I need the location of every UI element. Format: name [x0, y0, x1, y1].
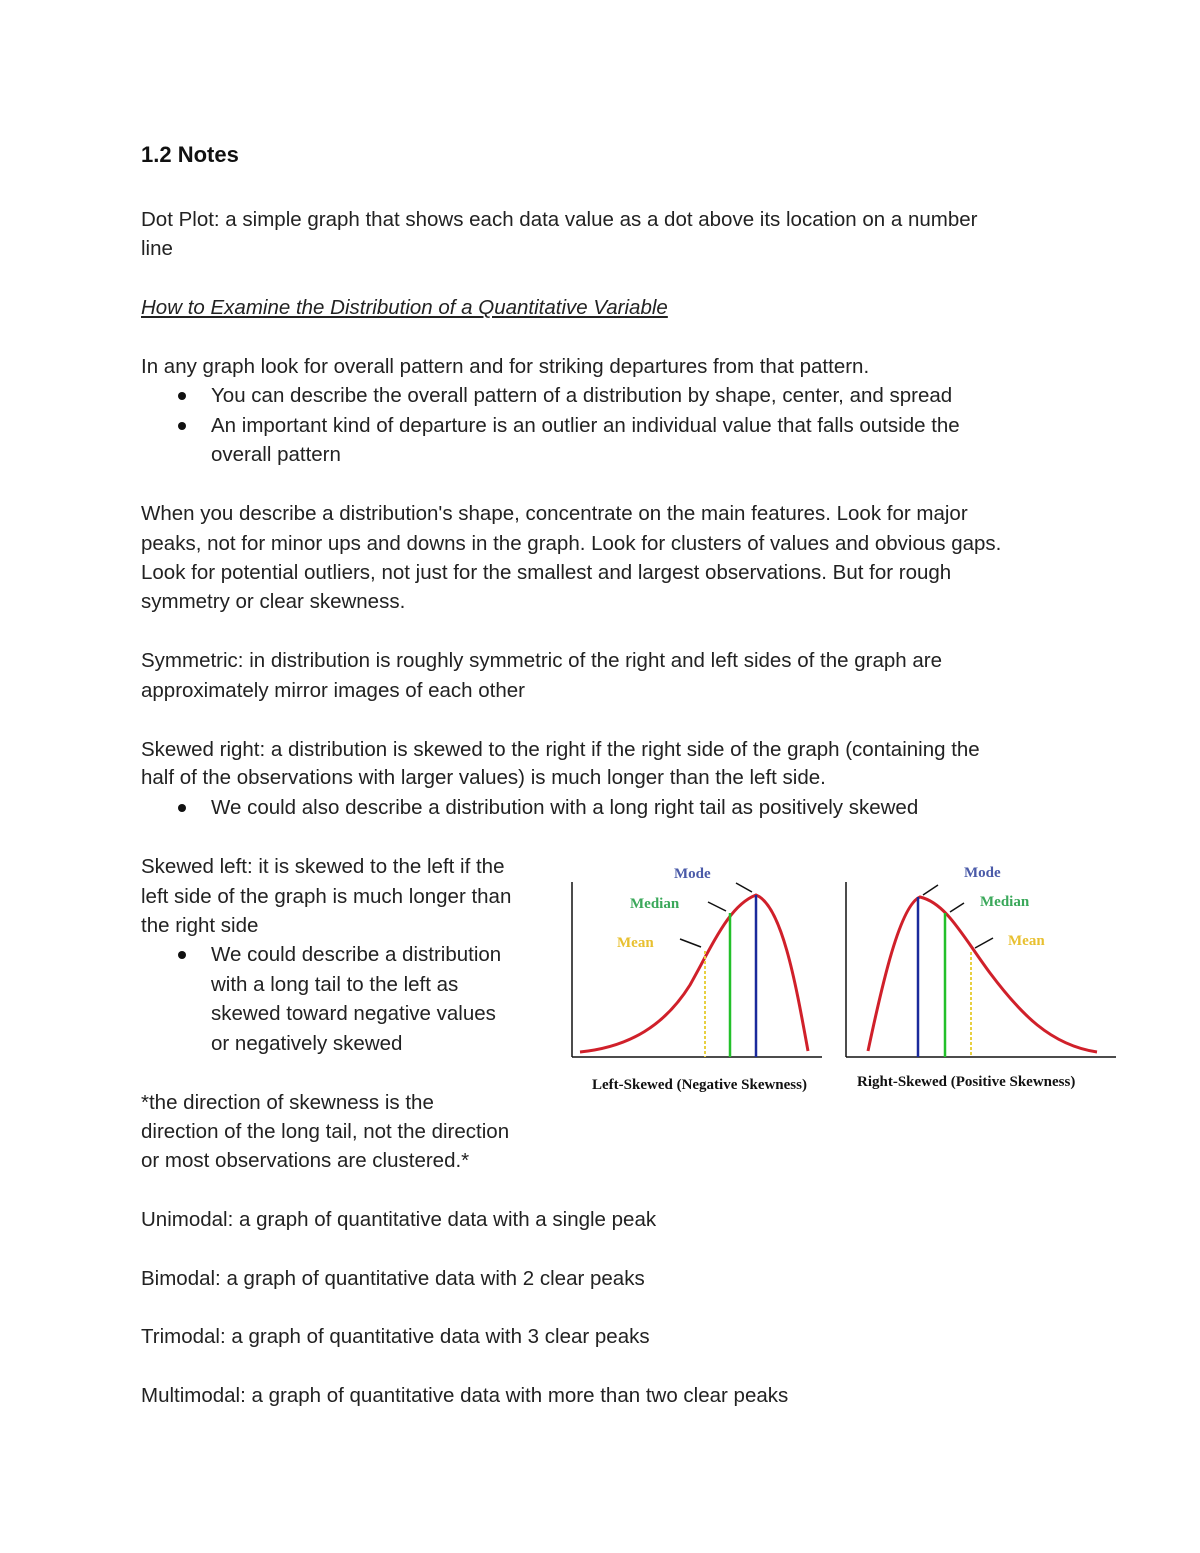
- right-skewed-panel: [846, 865, 1116, 1090]
- list-item: [176, 793, 918, 823]
- left-skewed-panel: [572, 866, 822, 1093]
- overall-pattern-bullets: [176, 381, 960, 470]
- skew-direction-note-line3: or most observations are clustered.*: [141, 1149, 470, 1172]
- shape-paragraph-line4: symmetry or clear skewness.: [141, 590, 406, 613]
- overall-pattern-intro: In any graph look for overall pattern and for striking departures from that pattern.: [141, 355, 870, 378]
- skewed-left-definition-line2: left side of the graph is much longer than: [141, 885, 512, 908]
- unimodal-definition: Unimodal: a graph of quantitative data with a single peak: [141, 1208, 657, 1231]
- list-item: [176, 940, 501, 1058]
- left-median-label: Median: [630, 896, 680, 912]
- skewness-figure: [560, 855, 1130, 1100]
- shape-paragraph-line3: Look for potential outliers, not just for the smallest and largest observations. But for rough: [141, 561, 952, 584]
- bullet-text: We could also describe a distribution with a long right tail as positively skewed: [211, 796, 919, 819]
- skew-direction-note-line1: *the direction of skewness is the: [141, 1091, 434, 1114]
- bullet-text-continued: skewed toward negative values: [211, 1002, 496, 1025]
- left-skewed-curve: [580, 895, 808, 1052]
- symmetric-definition-line2: approximately mirror images of each other: [141, 679, 525, 702]
- right-mean-pointer: [975, 938, 993, 948]
- skewed-right-definition-line2: half of the observations with larger values) is much longer than the left side.: [141, 766, 826, 789]
- right-skewed-caption: Right-Skewed (Positive Skewness): [857, 1074, 1076, 1090]
- list-item: [176, 381, 960, 411]
- shape-paragraph-line1: When you describe a distribution's shape, concentrate on the main features. Look for major: [141, 502, 968, 525]
- bullet-text: You can describe the overall pattern of a distribution by shape, center, and spread: [211, 384, 953, 407]
- skewed-left-bullets: [176, 940, 501, 1058]
- bimodal-definition: Bimodal: a graph of quantitative data with 2 clear peaks: [141, 1267, 645, 1290]
- symmetric-definition-line1: Symmetric: in distribution is roughly symmetric of the right and left sides of the graph are: [141, 649, 942, 672]
- left-mean-pointer: [680, 939, 701, 947]
- skewness-diagram-svg: [560, 855, 1130, 1100]
- right-mode-pointer: [923, 885, 938, 895]
- skewed-right-bullets: [176, 793, 918, 823]
- left-median-pointer: [708, 902, 726, 911]
- trimodal-definition: Trimodal: a graph of quantitative data with 3 clear peaks: [141, 1325, 650, 1348]
- dot-plot-definition-line2: line: [141, 237, 173, 260]
- skewed-left-definition-line3: the right side: [141, 914, 259, 937]
- bullet-text-continued: or negatively skewed: [211, 1031, 403, 1055]
- skewed-right-definition-line1: Skewed right: a distribution is skewed to the right if the right side of the graph (containing the: [141, 738, 980, 761]
- page-title: 1.2 Notes: [141, 142, 239, 167]
- section-heading-examine-distribution: How to Examine the Distribution of a Quantitative Variable: [141, 296, 668, 319]
- bullet-text: We could describe a distribution: [211, 943, 502, 966]
- left-mode-label: Mode: [674, 866, 711, 882]
- left-skewed-caption: Left-Skewed (Negative Skewness): [592, 1077, 807, 1093]
- right-median-label: Median: [980, 894, 1030, 910]
- list-item: [176, 411, 960, 470]
- bullet-text: An important kind of departure is an outlier an individual value that falls outside the: [211, 413, 960, 437]
- bullet-text-continued: with a long tail to the left as: [211, 972, 459, 996]
- left-mean-label: Mean: [617, 935, 654, 951]
- skew-direction-note-line2: direction of the long tail, not the direction: [141, 1120, 510, 1143]
- shape-paragraph-line2: peaks, not for minor ups and downs in the graph. Look for clusters of values and obvious gaps.: [141, 532, 1002, 555]
- right-median-pointer: [950, 903, 964, 912]
- dot-plot-definition-line1: Dot Plot: a simple graph that shows each data value as a dot above its location on a number: [141, 208, 978, 231]
- multimodal-definition: Multimodal: a graph of quantitative data with more than two clear peaks: [141, 1384, 789, 1407]
- right-mean-label: Mean: [1008, 933, 1045, 949]
- right-skewed-curve: [868, 897, 1097, 1052]
- left-mode-pointer: [736, 883, 752, 892]
- skewed-left-definition-line1: Skewed left: it is skewed to the left if the: [141, 855, 505, 878]
- bullet-text-continued: overall pattern: [211, 443, 341, 466]
- right-mode-label: Mode: [964, 865, 1001, 881]
